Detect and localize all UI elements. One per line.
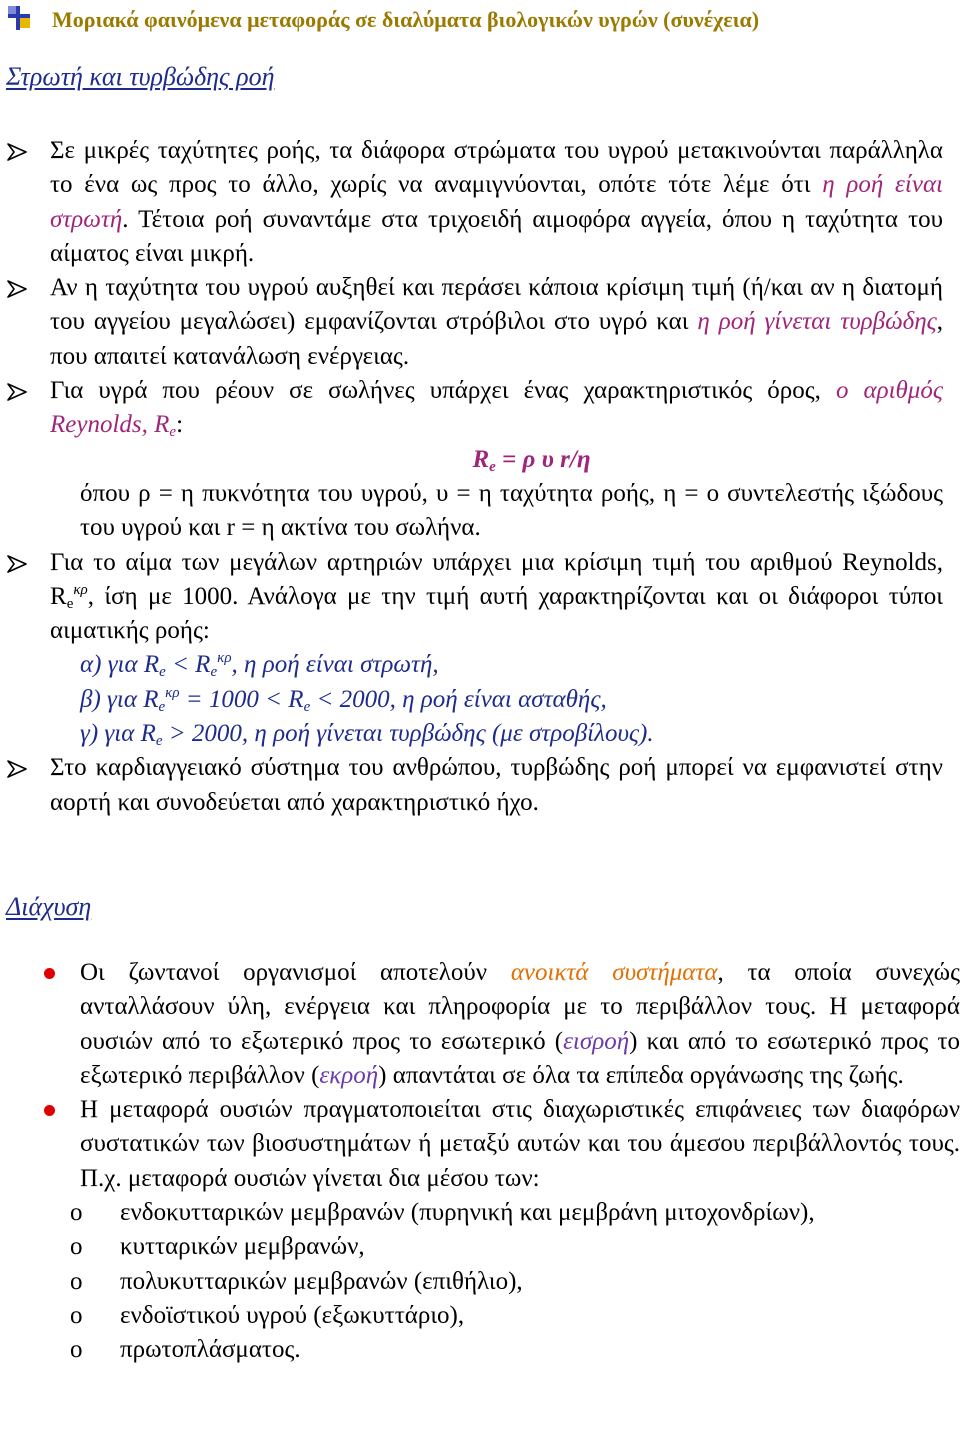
reynolds-formula: $R_e = \rho$ υ r/η xyxy=(472,445,591,475)
circle-bullet-icon: o xyxy=(70,1301,83,1329)
section-heading-diffusion: Διάχυση xyxy=(6,892,92,921)
bullet-list-flow xyxy=(50,134,943,820)
circle-bullet-icon: o xyxy=(70,1267,83,1295)
bullet-text: , τα οποία συνεχώς ανταλλάσουν ύλη, ενέργεια και πληροφορία με το περιβάλλον τους. Η μεταφορά ουσιών από το εξωτερικό προς το εσωτερικό ( xyxy=(80,959,960,1055)
highlight-laminar: η ροή είναι στρωτή xyxy=(50,171,944,233)
bullet-text: . Τέτοια ροή συναντάμε στα τριχοειδή αιμοφόρα αγγεία, όπου η ταχύτητα του αίματος είναι μικρή. xyxy=(50,205,943,267)
arrowhead-bullet-icon xyxy=(6,143,28,161)
flag-cross-icon xyxy=(8,6,30,30)
red-dot-bullet-icon xyxy=(44,1105,55,1116)
highlight-inflow: εισροή xyxy=(563,1027,630,1055)
sub-list-item: o πρωτοπλάσματος. xyxy=(80,1333,960,1367)
circle-bullet-icon: o xyxy=(70,1233,83,1261)
sub-list-item: o ενδοϊστικού υγρού (εξωκυττάριο), xyxy=(80,1299,960,1333)
page-title: Μοριακά φαινόμενα μεταφοράς σε διαλύματα βιολογικών υγρών (συνέχεια) xyxy=(52,7,760,32)
bullet-list-diffusion xyxy=(70,956,960,1368)
case-b: β) για $R_e^{\kappa\rho} = 1000 < R_e < 2000$, η ροή είναι ασταθής, xyxy=(80,684,607,715)
list-item: Για το αίμα των μεγάλων αρτηριών υπάρχει μια κρίσιμη τιμή του αριθμού Reynolds, $R_e^{\kappa\rho}$, ίση με 1000. Ανάλογα με την τιμή αυτή χαρακτηρίζονται και οι διάφοροι τύποι αιματικής ροής: α) για $R_e < R_e^{\kappa\rho}$, η ροή είναι στρωτή, β) για $R_e^{\kappa\rho} = 1000 < R_e < 2000$, η ροή είναι ασταθής, γ) για $R_e > 2000$, η ροή γίνεται τυρβώδης (με στροβίλους). xyxy=(50,546,943,752)
bullet-text: ) απαντάται σε όλα τα επίπεδα οργάνωσης της ζωής. xyxy=(378,1061,904,1089)
arrowhead-bullet-icon xyxy=(6,383,28,401)
bullet-text: Οι ζωντανοί οργανισμοί αποτελούν xyxy=(80,959,511,986)
bullet-text: Για το αίμα των μεγάλων αρτηριών υπάρχει μια κρίσιμη τιμή του αριθμού Reynolds, R xyxy=(50,548,943,610)
section-heading-laminar-turbulent: Στρωτή και τυρβώδης ροή xyxy=(6,62,275,91)
circle-bullet-icon: o xyxy=(70,1199,83,1227)
bullet-text: , που απαιτεί κατανάλωση ενέργειας. xyxy=(50,308,943,370)
sub-list-item: o κυτταρικών μεμβρανών, xyxy=(80,1230,960,1264)
bullet-text: Σε μικρές ταχύτητες ροής, τα διάφορα στρώματα του υγρού μετακινούνται παράλληλα το ένα ως προς το άλλο, χωρίς να αναμιγνύονται, οπότε τότε λέμε ότι xyxy=(50,137,943,199)
highlight-reynolds: ο αριθμός Reynolds, $R_e$ xyxy=(50,377,943,441)
list-item xyxy=(80,956,960,1093)
list-item xyxy=(70,1093,960,1367)
membrane-sub-list xyxy=(70,1196,960,1367)
sub-list-item: o ενδοκυτταρικών μεμβρανών (πυρηνική και μεμβράνη μιτοχονδρίων), xyxy=(80,1196,960,1230)
arrowhead-bullet-icon xyxy=(6,280,28,298)
circle-bullet-icon: o xyxy=(70,1336,83,1364)
bullet-text: Η μεταφορά ουσιών πραγματοποιείται στις διαχωριστικές επιφάνειες των διαφόρων συστατικών των βιοσυστημάτων ή μεταξύ αυτών και του άμεσου περιβάλλοντός τους. Π.χ. μεταφορά ουσιών γίνεται δια μέσου των: xyxy=(80,1096,960,1192)
highlight-open-systems: ανοικτά συστήματα xyxy=(510,959,718,986)
list-item xyxy=(50,271,943,374)
bullet-text: : xyxy=(176,411,184,439)
list-item xyxy=(50,374,943,545)
red-dot-bullet-icon xyxy=(44,968,55,979)
flow-cases xyxy=(50,648,943,751)
bullet-text: Αν η ταχύτητα του υγρού αυξηθεί και περάσει κάποια κρίσιμη τιμή (ή/και αν η διατομή του αγγείου μεγαλώσει) εμφανίζονται στρόβιλοι στο υγρό και xyxy=(50,274,943,336)
arrowhead-bullet-icon xyxy=(6,760,28,778)
highlight-turbulent: η ροή γίνεται τυρβώδης xyxy=(697,308,937,336)
list-item xyxy=(50,751,943,820)
list-item xyxy=(50,134,943,271)
bullet-text: , ίση με 1000. Ανάλογα με την τιμή αυτή χαρακτηρίζονται και οι διάφοροι τύποι αιματικής ροής: xyxy=(50,582,943,645)
case-c: γ) για $R_e > 2000$, η ροή γίνεται τυρβώδης (με στροβίλους). xyxy=(80,720,654,750)
case-a: α) για $R_e < R_e^{\kappa\rho}$, η ροή είναι στρωτή, xyxy=(80,650,439,681)
title-row xyxy=(52,4,759,36)
bullet-text: Στο καρδιαγγειακό σύστημα του ανθρώπου, τυρβώδης ροή μπορεί να εμφανιστεί στην αορτή και συνοδεύεται από χαρακτηριστικό ήχο. xyxy=(50,754,943,816)
arrowhead-bullet-icon xyxy=(6,555,28,573)
bullet-text: ) και από το εσωτερικό προς το εξωτερικό περιβάλλον ( xyxy=(80,1027,960,1089)
formula-definition: όπου ρ = η πυκνότητα του υγρού, υ = η ταχύτητα ροής, η = ο συντελεστής ιξώδους του υγρού και r = η ακτίνα του σωλήνα. xyxy=(80,479,943,542)
sub-list-item: o πολυκυτταρικών μεμβρανών (επιθήλιο), xyxy=(80,1265,960,1299)
highlight-outflow: εκροή xyxy=(319,1061,379,1089)
bullet-text: Για υγρά που ρέουν σε σωλήνες υπάρχει ένας χαρακτηριστικός όρος, xyxy=(50,377,836,405)
